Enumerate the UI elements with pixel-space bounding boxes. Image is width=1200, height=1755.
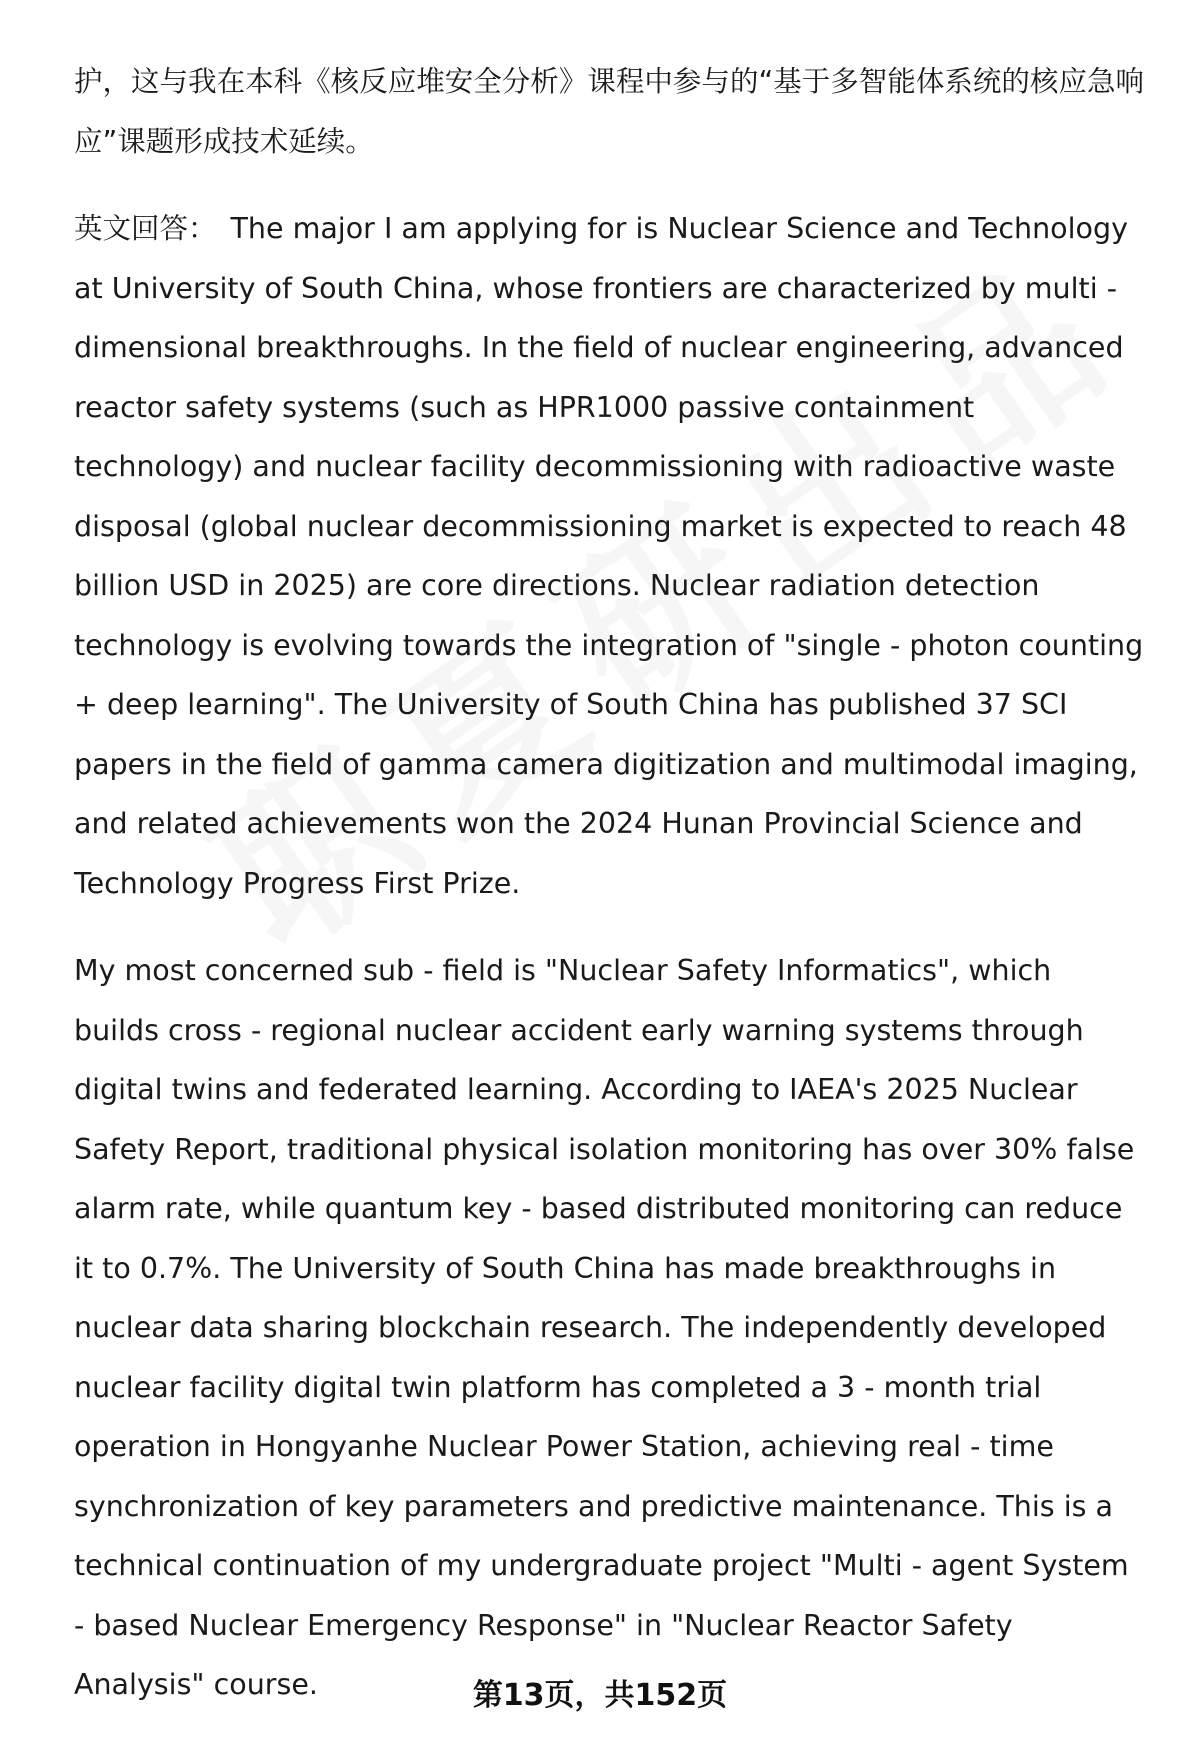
continuation-paragraph: 护，这与我在本科《核反应堆安全分析》课程中参与的“基于多智能体系统的核应急响应”课题形成技术延续。	[74, 65, 1144, 158]
english-answer-paragraph-1	[74, 199, 1144, 913]
answer-text-1: The major I am applying for is Nuclear Science and Technology at University of South China, whose frontiers are characterized by multi - dimensional breakthroughs. In the field of nuclear engineering, advanced reactor safety systems (such as HPR1000 passive containment technology) and nuclear facility decommissioning with radioactive waste disposal (global nuclear decommissioning market is expected to reach 48 billion USD in 2025) are core directions. Nuclear radiation detection technology is evolving towards the integration of "single - photon counting + deep learning". The University of South China has published 37 SCI papers in the field of gamma camera digitization and multimodal imaging, and related achievements won the 2024 Hunan Provincial Science and Technology Progress First Prize.	[74, 212, 1144, 900]
english-answer-paragraph-2: My most concerned sub - field is "Nuclear Safety Informatics", which builds cross - regional nuclear accident early warning systems through digital twins and federated learning. According to IAEA's 2025 Nuclear Safety Report, traditional physical isolation monitoring has over 30% false alarm rate, while quantum key - based distributed monitoring can reduce it to 0.7%. The University of South China has made breakthroughs in nuclear data sharing blockchain research. The independently developed nuclear facility digital twin platform has completed a 3 - month trial operation in Hongyanhe Nuclear Power Station, achieving real - time synchronization of key parameters and predictive maintenance. This is a technical continuation of my undergraduate project "Multi - agent System - based Nuclear Emergency Response" in "Nuclear Reactor Safety Analysis" course.	[74, 954, 1135, 1701]
answer-label: 英文回答：	[74, 212, 217, 245]
document-body	[74, 52, 1144, 1715]
page-indicator: 第13页，共152页	[472, 1678, 728, 1713]
